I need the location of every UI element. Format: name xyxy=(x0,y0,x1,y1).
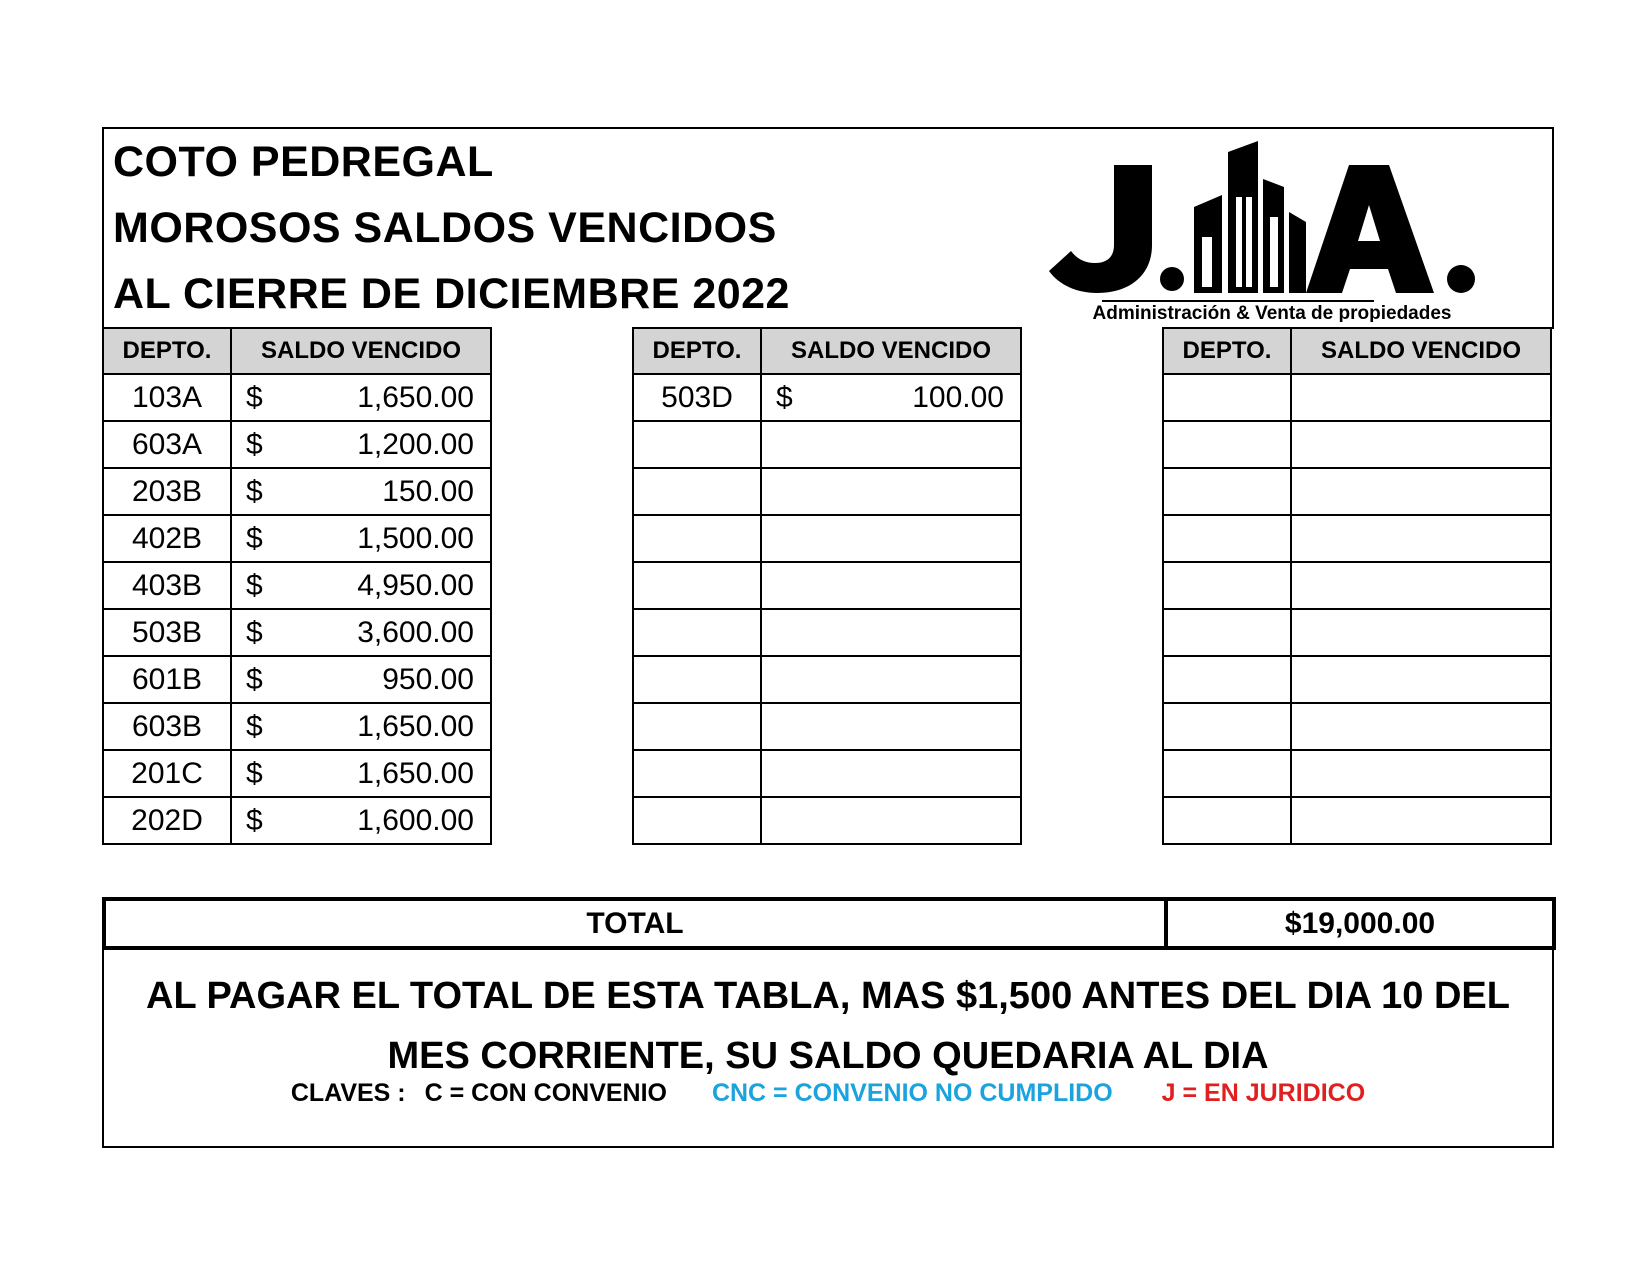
table-row xyxy=(633,609,1021,656)
saldo-cell xyxy=(231,750,491,797)
amount: 1,650.00 xyxy=(357,756,474,790)
currency-symbol: $ xyxy=(246,615,263,649)
saldo-column-header: SALDO VENCIDO xyxy=(231,328,491,374)
report-sheet xyxy=(102,127,1552,1147)
table-row xyxy=(633,374,1021,421)
table-row xyxy=(633,703,1021,750)
saldo-cell xyxy=(761,797,1021,844)
amount: 1,600.00 xyxy=(357,803,474,837)
table-row xyxy=(633,515,1021,562)
depto-cell xyxy=(1163,703,1291,750)
depto-cell xyxy=(1163,562,1291,609)
table-row xyxy=(103,703,491,750)
table-row xyxy=(1163,468,1551,515)
table-row xyxy=(1163,703,1551,750)
table-row xyxy=(103,468,491,515)
table-row xyxy=(103,609,491,656)
amount: 4,950.00 xyxy=(357,568,474,602)
balance-table-2 xyxy=(632,327,1022,845)
balance-table-3 xyxy=(1162,327,1552,845)
saldo-cell xyxy=(761,656,1021,703)
table-row xyxy=(633,750,1021,797)
depto-cell xyxy=(633,468,761,515)
saldo-cell xyxy=(231,515,491,562)
saldo-cell xyxy=(231,656,491,703)
depto-cell xyxy=(633,656,761,703)
table-row xyxy=(103,797,491,844)
currency-symbol: $ xyxy=(246,709,263,743)
saldo-cell xyxy=(231,797,491,844)
table-row xyxy=(633,797,1021,844)
total-value: $19,000.00 xyxy=(1284,907,1436,940)
table-row xyxy=(1163,750,1551,797)
table-header-row xyxy=(103,328,491,374)
depto-cell xyxy=(1163,515,1291,562)
saldo-cell xyxy=(1291,562,1551,609)
amount: 1,650.00 xyxy=(357,709,474,743)
depto-cell: 503B xyxy=(103,609,231,656)
currency-symbol: $ xyxy=(246,803,263,837)
depto-cell xyxy=(1163,609,1291,656)
saldo-cell xyxy=(1291,656,1551,703)
report-title: MOROSOS SALDOS VENCIDOS xyxy=(113,204,777,252)
currency-symbol: $ xyxy=(776,380,793,414)
currency-symbol: $ xyxy=(246,568,263,602)
depto-cell xyxy=(1163,750,1291,797)
saldo-cell xyxy=(1291,468,1551,515)
balance-table-1 xyxy=(102,327,492,845)
depto-cell xyxy=(633,750,761,797)
saldo-cell xyxy=(761,562,1021,609)
depto-cell xyxy=(633,562,761,609)
amount: 1,500.00 xyxy=(357,521,474,555)
currency-symbol: $ xyxy=(246,474,263,508)
saldo-cell xyxy=(761,609,1021,656)
table-row xyxy=(1163,515,1551,562)
table-row xyxy=(1163,562,1551,609)
table-row xyxy=(1163,609,1551,656)
saldo-cell xyxy=(1291,515,1551,562)
table-header-row xyxy=(633,328,1021,374)
saldo-cell xyxy=(231,562,491,609)
table-row xyxy=(633,656,1021,703)
depto-cell xyxy=(633,609,761,656)
currency-symbol: $ xyxy=(246,756,263,790)
amount: 150.00 xyxy=(382,474,474,508)
currency-symbol: $ xyxy=(246,662,263,696)
payment-note-line-1: AL PAGAR EL TOTAL DE ESTA TABLA, MAS $1,500 ANTES DEL DIA 10 DEL xyxy=(146,975,1510,1017)
table-row xyxy=(103,515,491,562)
total-label: TOTAL xyxy=(106,901,1168,946)
depto-cell: 601B xyxy=(103,656,231,703)
saldo-cell xyxy=(761,421,1021,468)
saldo-cell xyxy=(1291,421,1551,468)
currency-symbol: $ xyxy=(246,521,263,555)
depto-cell xyxy=(633,515,761,562)
table-row xyxy=(103,374,491,421)
currency-symbol: $ xyxy=(246,380,263,414)
table-row xyxy=(1163,797,1551,844)
saldo-cell xyxy=(761,515,1021,562)
depto-cell xyxy=(633,703,761,750)
report-period: AL CIERRE DE DICIEMBRE 2022 xyxy=(113,270,790,318)
amount: 100.00 xyxy=(912,380,1004,414)
saldo-column-header: SALDO VENCIDO xyxy=(761,328,1021,374)
depto-cell xyxy=(633,421,761,468)
depto-column-header: DEPTO. xyxy=(1163,328,1291,374)
saldo-cell xyxy=(1291,609,1551,656)
saldo-cell xyxy=(231,374,491,421)
depto-cell: 503D xyxy=(633,374,761,421)
buildings-icon xyxy=(1194,141,1306,293)
saldo-cell xyxy=(231,468,491,515)
depto-cell xyxy=(1163,374,1291,421)
legend-con-convenio: C = CON CONVENIO xyxy=(424,1079,667,1107)
legend-en-juridico: J = EN JURIDICO xyxy=(1161,1079,1366,1107)
table-row xyxy=(103,562,491,609)
depto-cell: 103A xyxy=(103,374,231,421)
depto-cell xyxy=(1163,468,1291,515)
depto-cell xyxy=(1163,797,1291,844)
depto-cell: 201C xyxy=(103,750,231,797)
amount: 1,200.00 xyxy=(357,427,474,461)
depto-column-header: DEPTO. xyxy=(103,328,231,374)
depto-cell: 603B xyxy=(103,703,231,750)
legend-label: CLAVES : xyxy=(290,1079,406,1107)
company-logo xyxy=(1044,137,1494,322)
table-row xyxy=(633,562,1021,609)
depto-column-header: DEPTO. xyxy=(633,328,761,374)
table-row xyxy=(103,656,491,703)
amount: 3,600.00 xyxy=(357,615,474,649)
saldo-column-header: SALDO VENCIDO xyxy=(1291,328,1551,374)
saldo-cell xyxy=(231,421,491,468)
amount: 1,650.00 xyxy=(357,380,474,414)
depto-cell: 403B xyxy=(103,562,231,609)
legend-keys xyxy=(104,1079,1552,1108)
saldo-cell xyxy=(761,374,1021,421)
saldo-cell xyxy=(1291,703,1551,750)
table-row xyxy=(1163,374,1551,421)
depto-cell xyxy=(1163,421,1291,468)
table-row xyxy=(103,750,491,797)
saldo-cell xyxy=(1291,374,1551,421)
depto-cell xyxy=(1163,656,1291,703)
payment-note xyxy=(104,966,1552,1086)
depto-cell xyxy=(633,797,761,844)
depto-cell: 402B xyxy=(103,515,231,562)
table-row xyxy=(633,421,1021,468)
table-header-row xyxy=(1163,328,1551,374)
table-row xyxy=(103,421,491,468)
table-row xyxy=(633,468,1021,515)
payment-note-line-2: MES CORRIENTE, SU SALDO QUEDARIA AL DIA xyxy=(387,1035,1269,1077)
payment-note-section xyxy=(102,946,1554,1148)
legend-convenio-no-cumplido: CNC = CONVENIO NO CUMPLIDO xyxy=(711,1079,1113,1107)
saldo-cell xyxy=(761,750,1021,797)
saldo-cell xyxy=(1291,797,1551,844)
saldo-cell xyxy=(761,468,1021,515)
amount: 950.00 xyxy=(382,662,474,696)
depto-cell: 203B xyxy=(103,468,231,515)
currency-symbol: $ xyxy=(246,427,263,461)
total-row xyxy=(102,897,1556,950)
depto-cell: 202D xyxy=(103,797,231,844)
saldo-cell xyxy=(761,703,1021,750)
saldo-cell xyxy=(231,703,491,750)
table-row xyxy=(1163,656,1551,703)
table-row xyxy=(1163,421,1551,468)
header-section xyxy=(102,127,1554,329)
logo-tagline: Administración & Venta de propiedades xyxy=(1092,303,1452,322)
saldo-cell xyxy=(231,609,491,656)
depto-cell: 603A xyxy=(103,421,231,468)
saldo-cell xyxy=(1291,750,1551,797)
condominium-name: COTO PEDREGAL xyxy=(113,138,494,186)
